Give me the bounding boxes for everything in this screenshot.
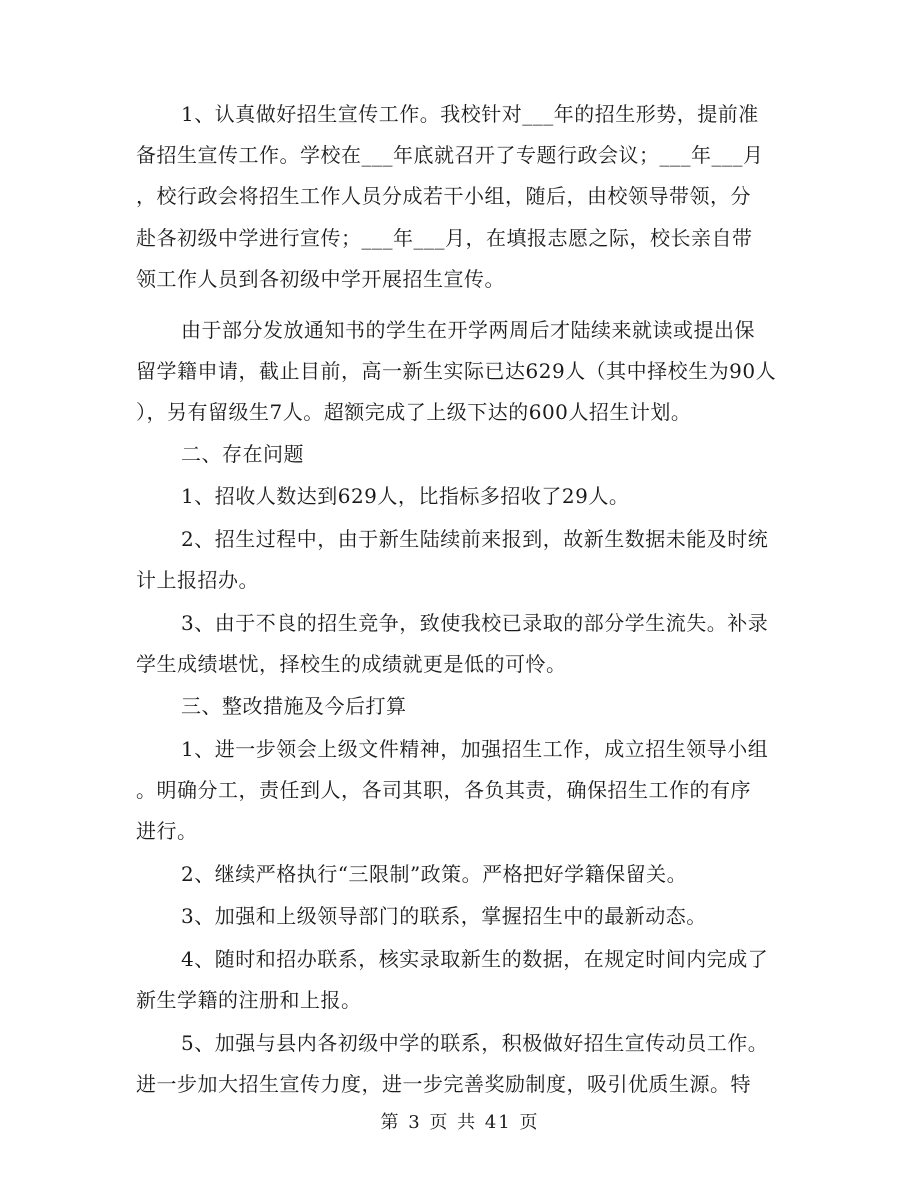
text-line: 计上报招办。 xyxy=(136,568,259,592)
text-line: ），另有留级生7人。超额完成了上级下达的600人招生计划。 xyxy=(136,400,692,424)
text-line: 1、招收人数达到629人，比指标多招收了29人。 xyxy=(181,484,630,508)
section-heading: 三、整改措施及今后打算 xyxy=(181,694,407,718)
text-line: 领工作人员到各初级中学开展招生宣传。 xyxy=(136,267,505,291)
text-line: 留学籍申请，截止目前，高一新生实际已达629人（其中择校生为90人 xyxy=(136,359,777,383)
text-line: 1、认真做好招生宣传工作。我校针对___年的招生形势，提前准 xyxy=(181,102,759,126)
section-heading: 二、存在问题 xyxy=(181,442,304,466)
text-line: 赴各初级中学进行宣传；___年___月，在填报志愿之际，校长亲自带 xyxy=(136,226,753,250)
text-line: 5、加强与县内各初级中学的联系，积极做好招生宣传动员工作。 xyxy=(181,1031,769,1055)
text-line: 备招生宣传工作。学校在___年底就召开了专题行政会议；___年___月 xyxy=(136,143,764,167)
text-line: 学生成绩堪忧，择校生的成绩就更是低的可怜。 xyxy=(136,652,567,676)
text-line: 3、由于不良的招生竞争，致使我校已录取的部分学生流失。补录 xyxy=(181,611,769,635)
text-line: 2、招生过程中，由于新生陆续前来报到，故新生数据未能及时统 xyxy=(181,527,769,551)
text-line: 进行。 xyxy=(136,819,198,843)
text-line: 1、进一步领会上级文件精神，加强招生工作，成立招生领导小组 xyxy=(181,737,769,761)
text-line: 由于部分发放通知书的学生在开学两周后才陆续来就读或提出保 xyxy=(181,318,755,342)
text-line: 进一步加大招生宣传力度，进一步完善奖励制度，吸引优质生源。特 xyxy=(136,1072,751,1096)
text-line: ，校行政会将招生工作人员分成若干小组，随后，由校领导带领，分 xyxy=(136,184,751,208)
text-line: 4、随时和招办联系，核实录取新生的数据，在规定时间内完成了 xyxy=(181,947,769,971)
text-line: 新生学籍的注册和上报。 xyxy=(136,988,362,1012)
text-line: 3、加强和上级领导部门的联系，掌握招生中的最新动态。 xyxy=(181,904,707,928)
text-line: 。明确分工，责任到人，各司其职，各负其责，确保招生工作的有序 xyxy=(136,778,751,802)
page-number-footer: 第 3 页 共 41 页 xyxy=(380,1112,540,1133)
text-line: 2、继续严格执行“三限制”政策。严格把好学籍保留关。 xyxy=(181,862,688,886)
